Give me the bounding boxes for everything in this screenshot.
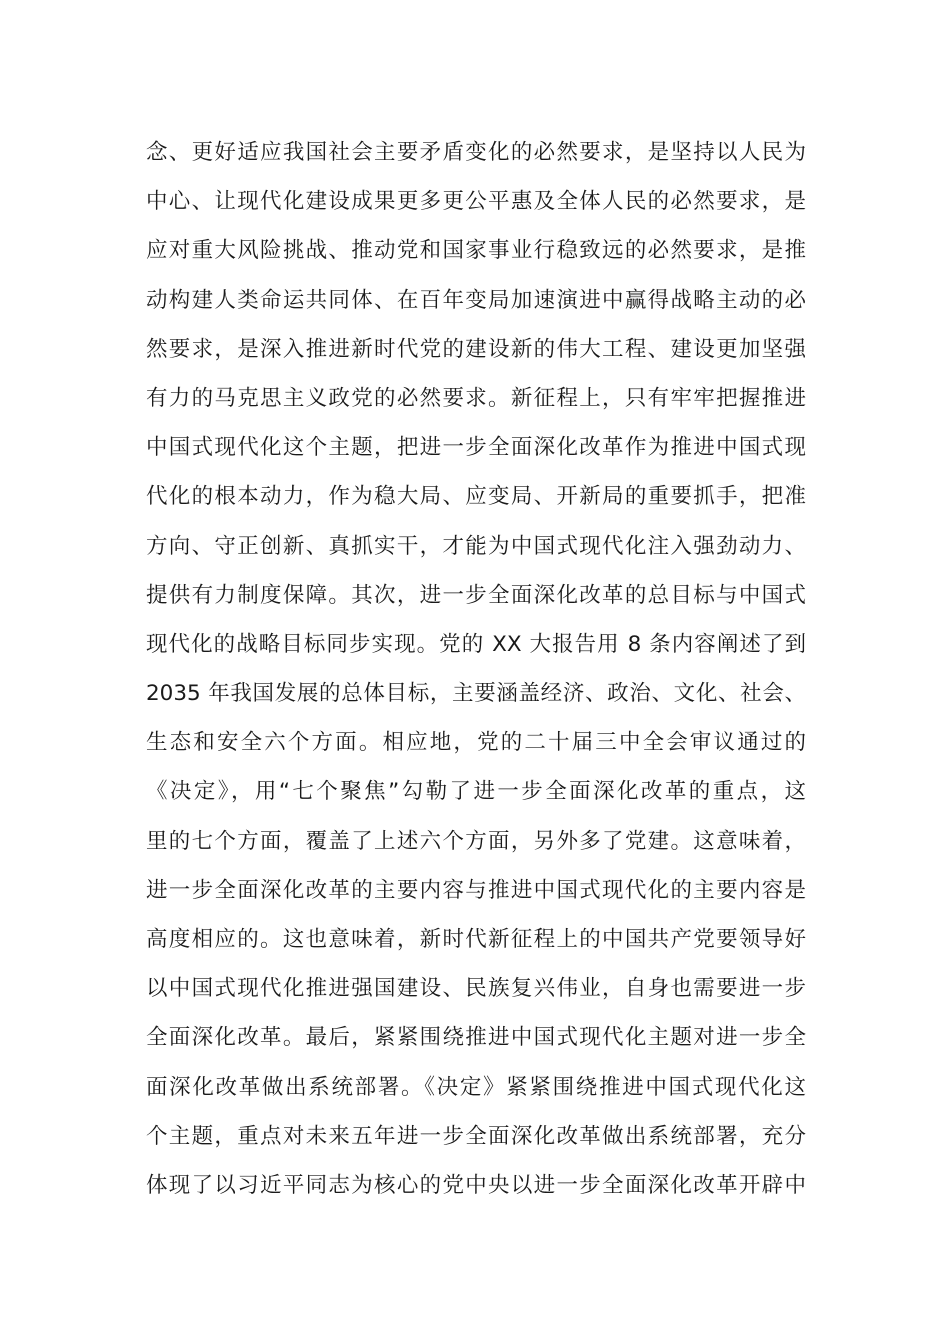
- body-paragraph: [146, 128, 806, 1210]
- text-line: 有力的马克思主义政党的必然要求。新征程上，只有牢牢把握推进: [146, 385, 806, 411]
- text-line: 高度相应的。这也意味着，新时代新征程上的中国共产党要领导好: [146, 927, 806, 952]
- text-line: 动构建人类命运共同体、在百年变局加速演进中赢得战略主动的必: [146, 287, 806, 313]
- text-line: 里的七个方面，覆盖了上述六个方面，另外多了党建。这意味着，: [146, 828, 806, 854]
- text-line: 代化的根本动力，作为稳大局、应变局、开新局的重要抓手，把准: [146, 484, 806, 510]
- text-line: 现代化的战略目标同步实现。党的 XX 大报告用 8 条内容阐述了到: [146, 631, 806, 657]
- text-line: 以中国式现代化推进强国建设、民族复兴伟业，自身也需要进一步: [146, 976, 806, 1002]
- text-line: 念、更好适应我国社会主要矛盾变化的必然要求，是坚持以人民为: [146, 140, 806, 165]
- text-line: 面深化改革做出系统部署。《决定》紧紧围绕推进中国式现代化这: [146, 1074, 806, 1100]
- text-line: 全面深化改革。最后，紧紧围绕推进中国式现代化主题对进一步全: [146, 1025, 806, 1051]
- text-line: 体现了以习近平同志为核心的党中央以进一步全面深化改革开辟中: [146, 1172, 806, 1198]
- text-line: 提供有力制度保障。其次，进一步全面深化改革的总目标与中国式: [146, 582, 806, 608]
- text-line: 应对重大风险挑战、推动党和国家事业行稳致远的必然要求，是推: [146, 238, 806, 264]
- text-line: 《决定》，用“七个聚焦”勾勒了进一步全面深化改革的重点，这: [146, 779, 806, 805]
- text-line: 个主题，重点对未来五年进一步全面深化改革做出系统部署，充分: [146, 1123, 806, 1149]
- text-line: 进一步全面深化改革的主要内容与推进中国式现代化的主要内容是: [146, 877, 806, 903]
- text-line: 中国式现代化这个主题，把进一步全面深化改革作为推进中国式现: [146, 435, 806, 461]
- text-line: 2035 年我国发展的总体目标，主要涵盖经济、政治、文化、社会、: [146, 681, 806, 707]
- text-line: 方向、守正创新、真抓实干，才能为中国式现代化注入强劲动力、: [146, 533, 806, 559]
- text-line: 中心、让现代化建设成果更多更公平惠及全体人民的必然要求，是: [146, 189, 806, 215]
- text-line: 然要求，是深入推进新时代党的建设新的伟大工程、建设更加坚强: [146, 336, 806, 362]
- text-line: 生态和安全六个方面。相应地，党的二十届三中全会审议通过的: [146, 730, 806, 756]
